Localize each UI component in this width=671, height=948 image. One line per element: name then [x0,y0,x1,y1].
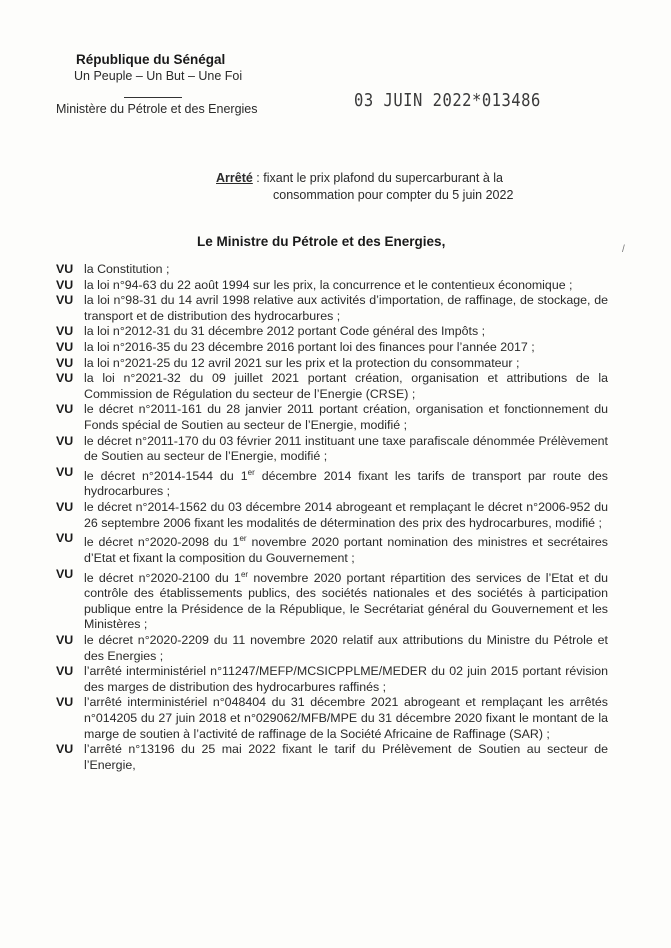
vu-item [56,742,608,773]
vu-text: la loi n°2012-31 du 31 décembre 2012 portant Code général des Impôts ; [84,324,486,339]
vu-text: le décret n°2020-2209 du 11 novembre 2020 relatif aux attributions du Ministre du Pétrole et des Energies ; [84,633,608,663]
vu-item [56,695,608,742]
vu-item [56,356,608,372]
vu-text: la loi n°94-63 du 22 août 1994 sur les prix, la concurrence et le contentieux économique ; [84,277,573,292]
vu-text: la loi n°2016-35 du 23 décembre 2016 portant loi des finances pour l’année 2017 ; [84,339,535,354]
vu-item [56,402,608,433]
vu-keyword: VU [56,262,74,276]
vu-keyword: VU [56,742,74,757]
margin-mark: / [622,244,625,255]
vu-text: le décret n°2014-1544 du 1er décembre 2014 fixant les tarifs de transport par route des hydrocarbures ; [84,467,609,499]
vu-keyword: VU [56,402,74,417]
vu-text: le décret n°2011-170 du 03 février 2011 instituant une taxe parafiscale dénommée Prélèvement de Soutien au secteur de l’Energie, modifié ; [84,433,608,464]
vu-item [56,434,608,465]
registration-stamp: 03 JUIN 2022*013486 [354,90,541,111]
vu-keyword: VU [56,371,74,386]
vu-text: l’arrêté interministériel n°11247/MEFP/MCSICPPLME/MEDER du 02 juin 2015 portant révision des marges de distribution des hydrocarbures raffinés ; [84,664,608,694]
vu-text: le décret n°2011-161 du 28 janvier 2011 portant création, organisation et fonctionnement du Fonds spécial de Soutien au secteur de l’Energie, modifié ; [84,402,608,432]
vu-keyword: VU [56,633,74,648]
arrete-text-1: : fixant le prix plafond du supercarburant à la [252,171,503,185]
vu-item [56,465,608,500]
vu-keyword: VU [56,433,74,448]
vu-text: la loi n°98-31 du 14 avril 1998 relative aux activités d’importation, de raffinage, de stockage, de transport et de distribution des hydrocarbures ; [84,293,608,323]
vu-item [56,567,608,634]
vu-item [56,340,608,356]
vu-item [56,371,608,402]
arrete-title [216,170,546,204]
national-motto: Un Peuple – Un But – Une Foi [74,69,243,83]
vu-keyword: VU [56,664,74,679]
vu-item [56,278,608,294]
vu-keyword: VU [56,566,74,581]
vu-keyword: VU [56,355,74,370]
vu-keyword: VU [56,500,74,515]
vu-list [56,262,608,773]
vu-item [56,500,608,531]
vu-keyword: VU [56,531,74,546]
vu-text: le décret n°2020-2100 du 1er novembre 2020 portant répartition des services de l’Etat et du contrôle des établissements publics, des sociétés nationales et des sociétés à participation publique entre la Présidence de la République, le Secrétariat général du Gouvernement et les Ministères ; [84,569,608,632]
arrete-line-2: consommation pour compter du 5 juin 2022 [273,188,514,202]
vu-item [56,664,608,695]
vu-keyword: VU [56,277,74,292]
vu-keyword: VU [56,339,74,354]
vu-keyword: VU [56,695,74,710]
vu-item [56,324,608,340]
vu-text: l’arrêté interministériel n°048404 du 31 décembre 2021 abrogeant et remplaçant les arrêtés n°014205 du 27 juin 2018 et n°029062/MFB/MPE du 31 décembre 2020 fixant le montant de la marge de soutien à l’activité de raffinage de la Société Africaine de Raffinage (SAR) ; [84,695,608,741]
vu-text: le décret n°2020-2098 du 1er novembre 2020 portant nomination des ministres et secrétaires d’Etat et fixant la composition du Gouvernement ; [84,534,609,565]
minister-title: Le Ministre du Pétrole et des Energies, [197,234,446,249]
vu-text: l’arrêté n°13196 du 25 mai 2022 fixant le tarif du Prélèvement de Soutien au secteur de l’Energie, [84,742,608,772]
arrete-label: Arrêté [216,171,253,185]
vu-text: la loi n°2021-25 du 12 avril 2021 sur les prix et la protection du consommateur ; [84,355,520,370]
republic-title: République du Sénégal [76,52,226,67]
header-divider [124,97,182,98]
arrete-line-1 [216,170,546,187]
vu-keyword: VU [56,464,74,479]
vu-text: la Constitution ; [84,262,170,276]
vu-item [56,633,608,664]
ministry-name: Ministère du Pétrole et des Energies [56,102,258,116]
vu-item [56,262,608,278]
vu-text: le décret n°2014-1562 du 03 décembre 2014 abrogeant et remplaçant le décret n°2006-952 du 26 septembre 2006 fixant les modalités de détermination des prix des hydrocarbures, modifié ; [84,500,608,530]
vu-item [56,293,608,324]
vu-item [56,531,608,566]
vu-keyword: VU [56,324,74,339]
vu-text: la loi n°2021-32 du 09 juillet 2021 portant création, organisation et attributions de la Commission de Régulation du secteur de l’Energie (CRSE) ; [84,371,608,401]
vu-keyword: VU [56,293,74,308]
